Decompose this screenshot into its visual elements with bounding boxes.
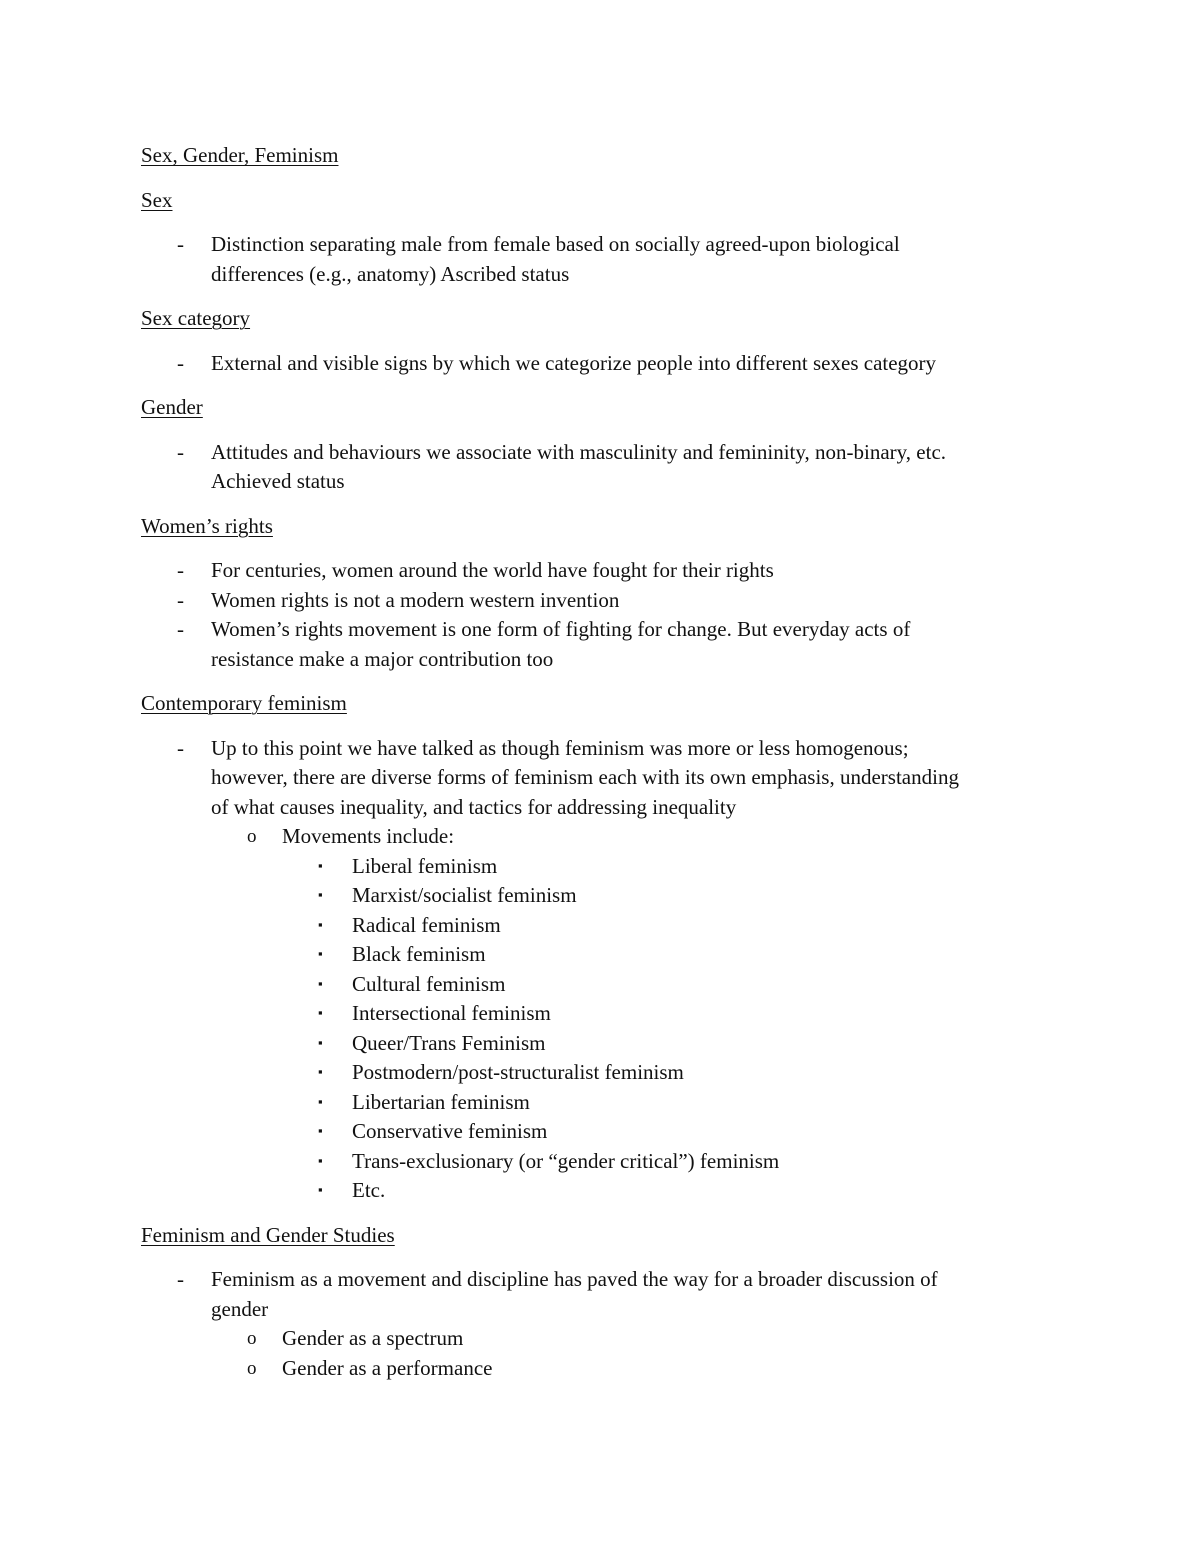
list-item-text: For centuries, women around the world have fought for their rights (211, 558, 774, 582)
movement-list-item (141, 1088, 1061, 1118)
dash-bullet: - (177, 439, 184, 464)
sub-list-item (141, 1324, 1061, 1354)
list-item (141, 1265, 1061, 1324)
movement-text: Queer/Trans Feminism (352, 1030, 546, 1055)
movement-text: Liberal feminism (352, 853, 498, 878)
movement-text: Postmodern/post-structuralist feminism (352, 1060, 684, 1084)
section-heading-sex: Sex (141, 187, 173, 212)
sub-list-item-text: Movements include: (282, 824, 455, 848)
square-bullet: ▪ (318, 1093, 323, 1109)
sub-list-item (141, 1354, 1061, 1384)
list-item-text: Achieved status (211, 469, 345, 493)
square-bullet: ▪ (318, 1034, 323, 1050)
list-item-text: Women’s rights movement is one form of fighting for change. But everyday acts of (211, 617, 911, 641)
list-item (141, 349, 1061, 379)
dash-bullet: - (177, 350, 184, 375)
sub-list-item-text: Gender as a spectrum (282, 1326, 464, 1350)
list-item-text: External and visible signs by which we categorize people into different sexes category (211, 350, 937, 375)
square-bullet: ▪ (318, 1152, 323, 1168)
movement-list-item (141, 911, 1061, 941)
dash-bullet: - (177, 232, 184, 256)
dash-bullet: - (177, 558, 184, 582)
movements-list (141, 852, 1061, 1206)
section-heading-contemporary-feminism: Contemporary feminism (141, 691, 347, 715)
document-title: Sex, Gender, Feminism (141, 143, 339, 167)
movement-text: Libertarian feminism (352, 1089, 530, 1114)
circle-bullet: o (247, 1328, 257, 1349)
movement-list-item (141, 852, 1061, 882)
section-heading-sex-category: Sex category (141, 306, 251, 330)
list-item (141, 230, 1061, 289)
section-heading-feminism-gender-studies: Feminism and Gender Studies (141, 1222, 395, 1247)
document-page (141, 141, 1061, 1383)
section-heading-gender: Gender (141, 395, 203, 419)
movement-text: Cultural feminism (352, 971, 506, 996)
list-item (141, 615, 1061, 674)
list-item-text: of what causes inequality, and tactics for addressing inequality (211, 794, 737, 819)
list-item (141, 438, 1061, 497)
list-item-text: resistance make a major contribution too (211, 646, 554, 671)
list-item (141, 586, 1061, 616)
dash-bullet: - (177, 1267, 184, 1291)
list-item-text: Up to this point we have talked as though feminism was more or less homogenous; (211, 735, 909, 760)
movement-text: Radical feminism (352, 912, 501, 937)
movement-list-item (141, 1117, 1061, 1147)
dash-bullet: - (177, 735, 184, 760)
list-item-text: Feminism as a movement and discipline has paved the way for a broader discussion of (211, 1267, 938, 1291)
square-bullet: ▪ (318, 1182, 323, 1197)
square-bullet: ▪ (318, 887, 323, 902)
movement-list-item (141, 1147, 1061, 1177)
movement-text: Marxist/socialist feminism (352, 883, 577, 907)
movement-list-item (141, 1029, 1061, 1059)
square-bullet: ▪ (318, 946, 323, 961)
sub-list-item (141, 822, 1061, 852)
movement-text: Etc. (352, 1178, 386, 1202)
movement-text: Trans-exclusionary (or “gender critical”) feminism (352, 1148, 780, 1173)
list-item-text: Distinction separating male from female based on socially agreed-upon biological (211, 232, 900, 256)
square-bullet: ▪ (318, 1005, 323, 1020)
movement-text: Intersectional feminism (352, 1001, 551, 1025)
square-bullet: ▪ (318, 975, 323, 991)
list-item-text: gender (211, 1296, 269, 1321)
dash-bullet: - (177, 587, 184, 612)
sub-list-item-text: Gender as a performance (282, 1355, 493, 1380)
list-item-text: Attitudes and behaviours we associate with masculinity and femininity, non-binary, etc. (211, 439, 947, 464)
movement-text: Black feminism (352, 942, 486, 966)
square-bullet: ▪ (318, 1064, 323, 1079)
list-item-text: differences (e.g., anatomy) Ascribed status (211, 261, 570, 286)
movement-list-item (141, 999, 1061, 1029)
list-item-text: however, there are diverse forms of feminism each with its own emphasis, understanding (211, 765, 959, 789)
circle-bullet: o (247, 1357, 257, 1379)
movement-text: Conservative feminism (352, 1119, 548, 1143)
list-item-text: Women rights is not a modern western invention (211, 587, 620, 612)
movement-list-item (141, 970, 1061, 1000)
movement-list-item (141, 1058, 1061, 1088)
list-item (141, 556, 1061, 586)
square-bullet: ▪ (318, 916, 323, 932)
circle-bullet: o (247, 826, 257, 847)
section-heading-womens-rights: Women’s rights (141, 513, 273, 538)
movement-list-item (141, 1176, 1061, 1206)
square-bullet: ▪ (318, 857, 323, 873)
movement-list-item (141, 881, 1061, 911)
movement-list-item (141, 940, 1061, 970)
list-item (141, 734, 1061, 823)
square-bullet: ▪ (318, 1123, 323, 1138)
dash-bullet: - (177, 617, 184, 641)
